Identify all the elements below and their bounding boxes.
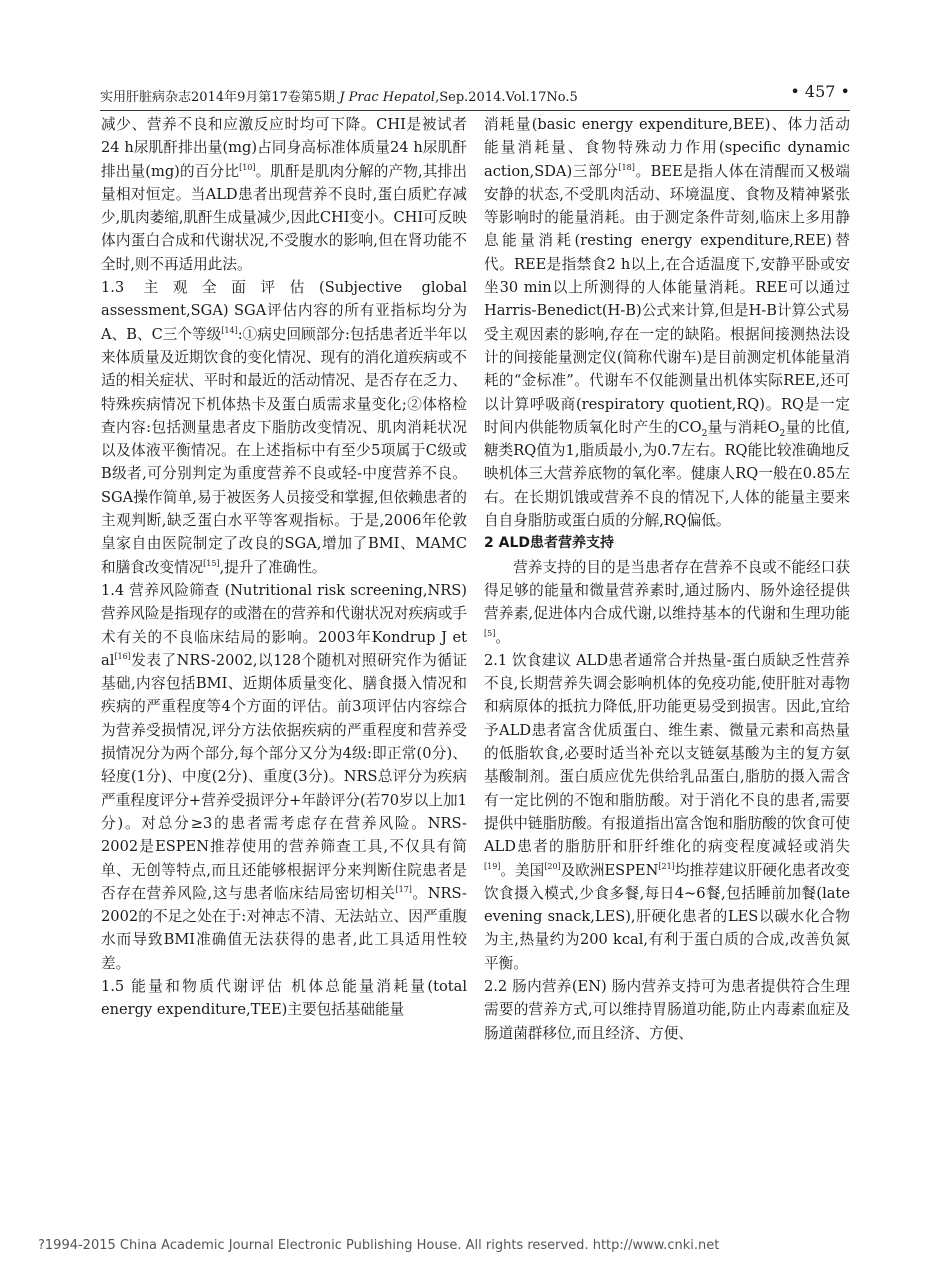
citation-ref: [5] [484, 628, 496, 638]
subscript: 2 [779, 428, 786, 439]
journal-citation [100, 86, 578, 105]
section-2-1: 2.1 饮食建议 ALD患者通常合并热量-蛋白质缺乏性营养不良,长期营养失调会影响机体的免疫功能,使肝脏对毒物和病原体的抵抗力降低,肝功能更易受到损害。因此,宜给予ALD患者富含优质蛋白、维生素、微量元素和高热量的低脂软食,必要时适当补充以支链氨基酸为主的复方氨基酸制剂。蛋白质应优先供给乳品蛋白,脂肪的摄入需含有一定比例的不饱和脂肪酸。对于消化不良的患者,需要提供中链脂肪酸。有报道指出富含饱和脂肪酸的饮食可使ALD患者的脂肪肝和肝纤维化的病变程度减轻或消失[19]。美国[20]及欧洲ESPEN[21]均推荐建议肝硬化患者改变饮食摄入模式,少食多餐,每日4~6餐,包括睡前加餐(late evening snack,LES),肝硬化患者的LES以碳水化合物为主,热量约为200 kcal,有利于蛋白质的合成,改善负氮平衡。 [484, 651, 850, 972]
right-column [484, 113, 850, 1045]
section-1-5: 1.5 能量和物质代谢评估 机体总能量消耗量(total energy expenditure,TEE)主要包括基础能量 [101, 977, 467, 1019]
journal-issue: ,Sep.2014.Vol.17No.5 [435, 90, 578, 105]
citation-ref: [14] [221, 325, 238, 335]
citation-ref: [19] [484, 861, 501, 871]
section-1-3: 1.3 主观全面评估(Subjective global assessment,SGA) SGA评估内容的所有亚指标均分为A、B、C三个等级[14]:①病史回顾部分:包括患者近半年以来体质量及近期饮食的变化情况、现有的消化道疾病或不适的相关症状、平时和最近的活动情况、是否存在乏力、特殊疾病情况下机体热卡及蛋白质需求量变化;②体格检查内容:包括测量患者皮下脂肪改变情况、肌肉消耗状况以及体液平衡情况。在上述指标中有至少5项属于C级或B级者,可分别判定为重度营养不良或轻-中度营养不良。SGA操作简单,易于被医务人员接受和掌握,但依赖患者的主观判断,缺乏蛋白水平等客观指标。于是,2006年伦敦皇家自由医院制定了改良的SGA,增加了BMI、MAMC和膳食改变情况[15],提升了准确性。 [101, 279, 467, 576]
citation-ref: [16] [114, 651, 131, 661]
journal-title-en: J Prac Hepatol [339, 90, 436, 105]
section-2-intro: 营养支持的目的是当患者存在营养不良或不能经口获得足够的能量和微量营养素时,通过肠内、肠外途径提供营养素,促进体内合成代谢,以维持基本的代谢和生理功能[5]。 [484, 558, 850, 646]
running-header [100, 80, 850, 111]
subscript: 2 [701, 428, 708, 439]
citation-ref: [21] [658, 861, 675, 871]
paragraph-chi: 减少、营养不良和应激反应时均可下降。CHI是被试者24 h尿肌酐排出量(mg)占同身高标准体质量24 h尿肌酐排出量(mg)的百分比[10]。肌酐是肌肉分解的产物,其排出量相对恒定。当ALD患者出现营养不良时,蛋白质贮存减少,肌肉萎缩,肌酐生成量减少,因此CHI变小。CHI可反映体内蛋白合成和代谢状况,不受腹水的影响,但在肾功能不全时,则不再适用此法。 [101, 116, 467, 273]
citation-ref: [17] [395, 884, 412, 894]
section-1-4: 1.4 营养风险筛查 (Nutritional risk screening,NRS) 营养风险是指现存的或潜在的营养和代谢状况对疾病或手术有关的不良临床结局的影响。2003年Kondrup J et al[16]发表了NRS-2002,以128个随机对照研究作为循证基础,内容包括BMI、近期体质量变化、膳食摄入情况和疾病的严重程度等4个方面的评估。前3项评估内容综合为营养受损情况,评分方法依据疾病的严重程度和营养受损情况分为两个部分,每个部分又分为4级:即正常(0分)、轻度(1分)、中度(2分)、重度(3分)。NRS总评分为疾病严重程度评分+营养受损评分+年龄评分(若70岁以上加1分)。对总分≥3的患者需考虑存在营养风险。NRS-2002是ESPEN推荐使用的营养筛查工具,不仅具有简单、无创等特点,而且还能够根据评分来判断住院患者是否存在营养风险,这与患者临床结局密切相关[17]。NRS-2002的不足之处在于:对神志不清、无法站立、因严重腹水而导致BMI准确值无法获得的患者,此工具适用性较差。 [101, 581, 467, 972]
citation-ref: [10] [239, 162, 256, 172]
citation-ref: [15] [203, 558, 220, 568]
section-2-heading: 2 ALD患者营养支持 [484, 535, 614, 552]
page-number: • 457 • [790, 82, 850, 101]
left-column [101, 113, 467, 1022]
copyright-footer: ?1994-2015 China Academic Journal Electronic Publishing House. All rights reserved. http://www.cnki.net [38, 1238, 720, 1253]
journal-title-cn: 实用肝脏病杂志2014年9月第17卷第5期 [100, 90, 336, 105]
paragraph-energy: 消耗量(basic energy expenditure,BEE)、体力活动能量消耗量、食物特殊动力作用(specific dynamic action,SDA)三部分[18]。BEE是指人体在清醒而又极端安静的状态,不受肌肉活动、环境温度、食物及精神紧张等影响时的能量消耗。由于测定条件苛刻,临床上多用静息能量消耗(resting energy expenditure,REE)替代。REE是指禁食2 h以上,在合适温度下,安静平卧或安坐30 min以上所测得的人体能量消耗。REE可以通过Harris-Benedict(H-B)公式来计算,但是H-B计算公式易受主观因素的影响,存在一定的缺陷。根据间接测热法设计的间接能量测定仪(简称代谢车)是目前测定机体能量消耗的“金标准”。代谢车不仅能测量出机体实际REE,还可以计算呼吸商(respiratory quotient,RQ)。RQ是一定时间内供能物质氧化时产生的$CO_2$量与消耗$O_2$量的比值,糖类RQ值为1,脂质最小,为0.7左右。RQ能比较准确地反映机体三大营养底物的氧化率。健康人RQ一般在0.85左右。在长期饥饿或营养不良的情况下,人体的能量主要来自自身脂肪或蛋白质的分解,RQ偏低。 [484, 116, 851, 530]
citation-ref: [20] [544, 861, 561, 871]
section-2-2: 2.2 肠内营养(EN) 肠内营养支持可为患者提供符合生理需要的营养方式,可以维持胃肠道功能,防止内毒素血症及肠道菌群移位,而且经济、方便、 [484, 977, 850, 1042]
citation-ref: [18] [618, 162, 635, 172]
